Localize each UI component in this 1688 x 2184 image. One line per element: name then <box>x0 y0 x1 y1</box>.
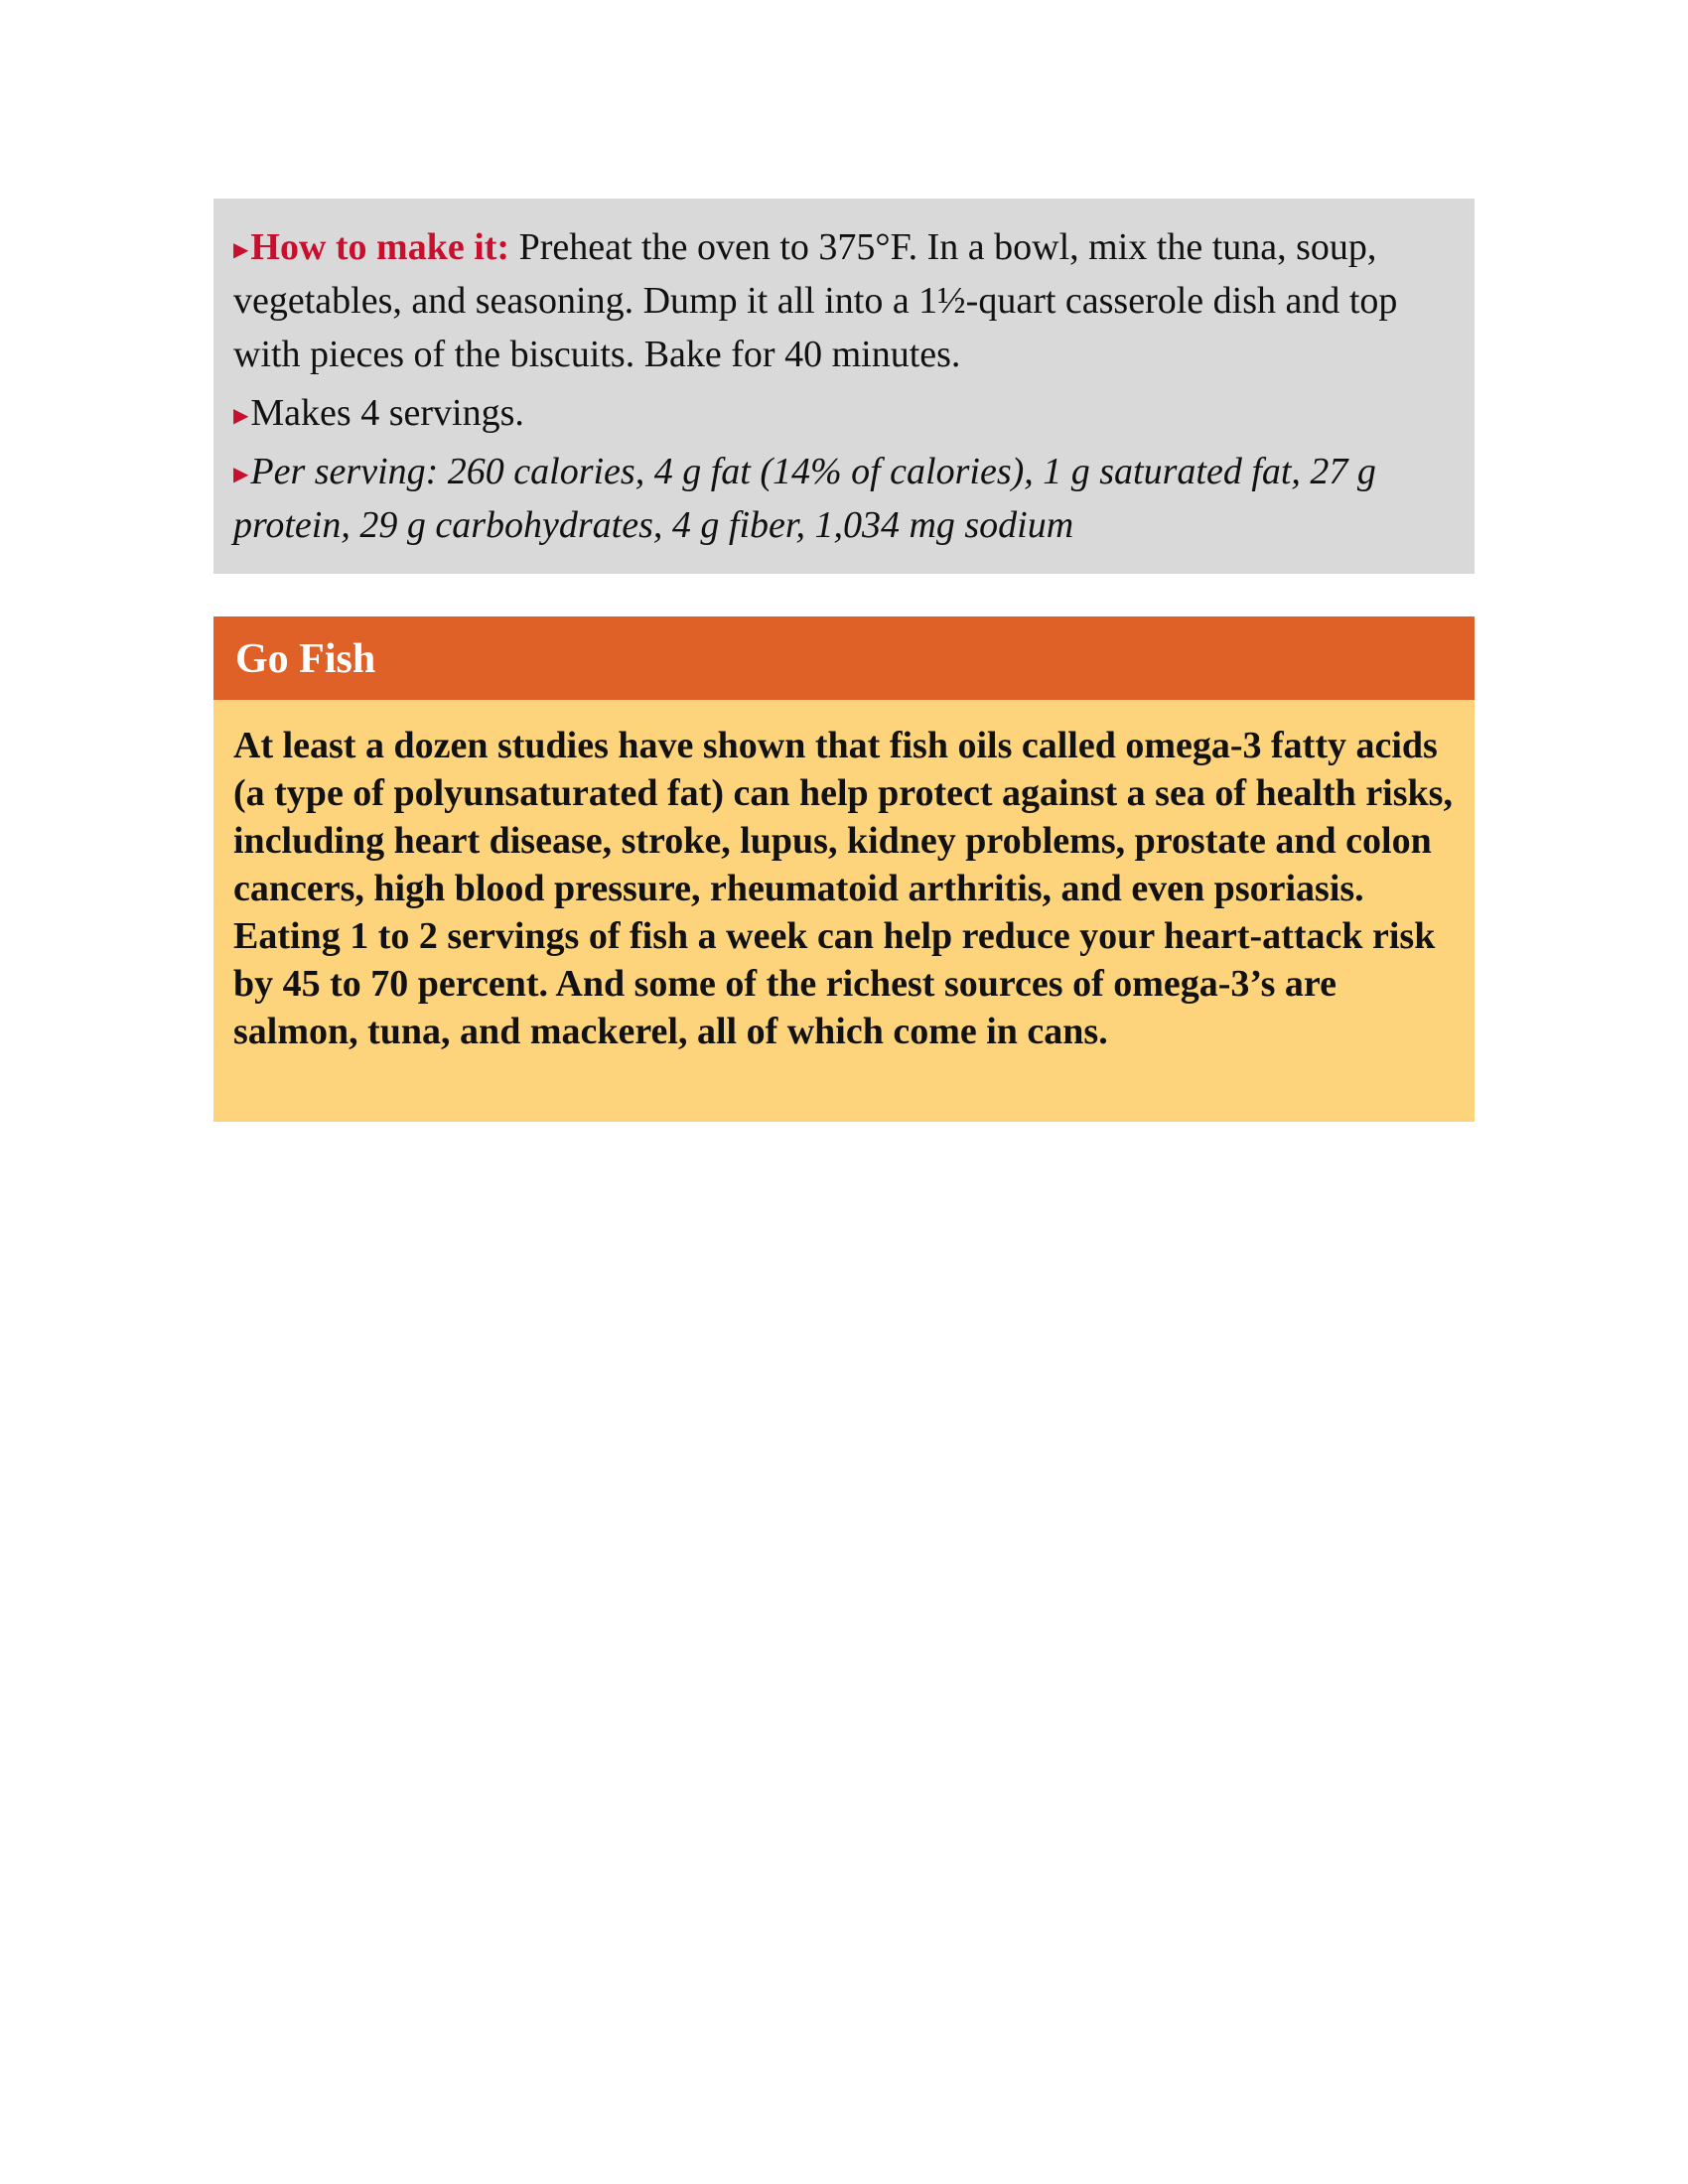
go-fish-text: At least a dozen studies have shown that fish oils called omega-3 fatty acids (a type of polyunsaturated fat) can help protect against a sea of health risks, including heart disease, stroke, lupus, kidney problems, prostate and colon cancers, high blood pressure, rheumatoid arthritis, and even psoriasis. Eating 1 to 2 servings of fish a week can help reduce your heart-attack risk by 45 to 70 percent. And some of the richest sources of omega-3’s are salmon, tuna, and mackerel, all of which come in cans. <box>233 725 1453 1052</box>
servings-text: Makes 4 servings. <box>250 392 524 434</box>
go-fish-header <box>213 616 1475 700</box>
how-to-make-it-label: How to make it: <box>250 226 510 268</box>
recipe-instructions-box <box>213 199 1475 574</box>
right-triangle-arrow-icon: ▶ <box>233 464 249 485</box>
go-fish-title: Go Fish <box>235 636 376 682</box>
servings-paragraph <box>233 386 1457 440</box>
nutrition-paragraph <box>233 445 1457 552</box>
right-triangle-arrow-icon: ▶ <box>233 239 249 261</box>
go-fish-body <box>213 700 1475 1122</box>
right-triangle-arrow-icon: ▶ <box>233 405 249 427</box>
how-to-make-it-text: Preheat the oven to 375°F. In a bowl, mix the tuna, soup, vegetables, and seasoning. Dump it all into a 1½-quart casserole dish and top with pieces of the biscuits. Bake for 40 minutes. <box>233 226 1398 375</box>
how-to-make-it-paragraph <box>233 220 1457 381</box>
nutrition-text: Per serving: 260 calories, 4 g fat (14% of calories), 1 g saturated fat, 27 g protein, 29 g carbohydrates, 4 g fiber, 1,034 mg sodium <box>233 451 1376 546</box>
